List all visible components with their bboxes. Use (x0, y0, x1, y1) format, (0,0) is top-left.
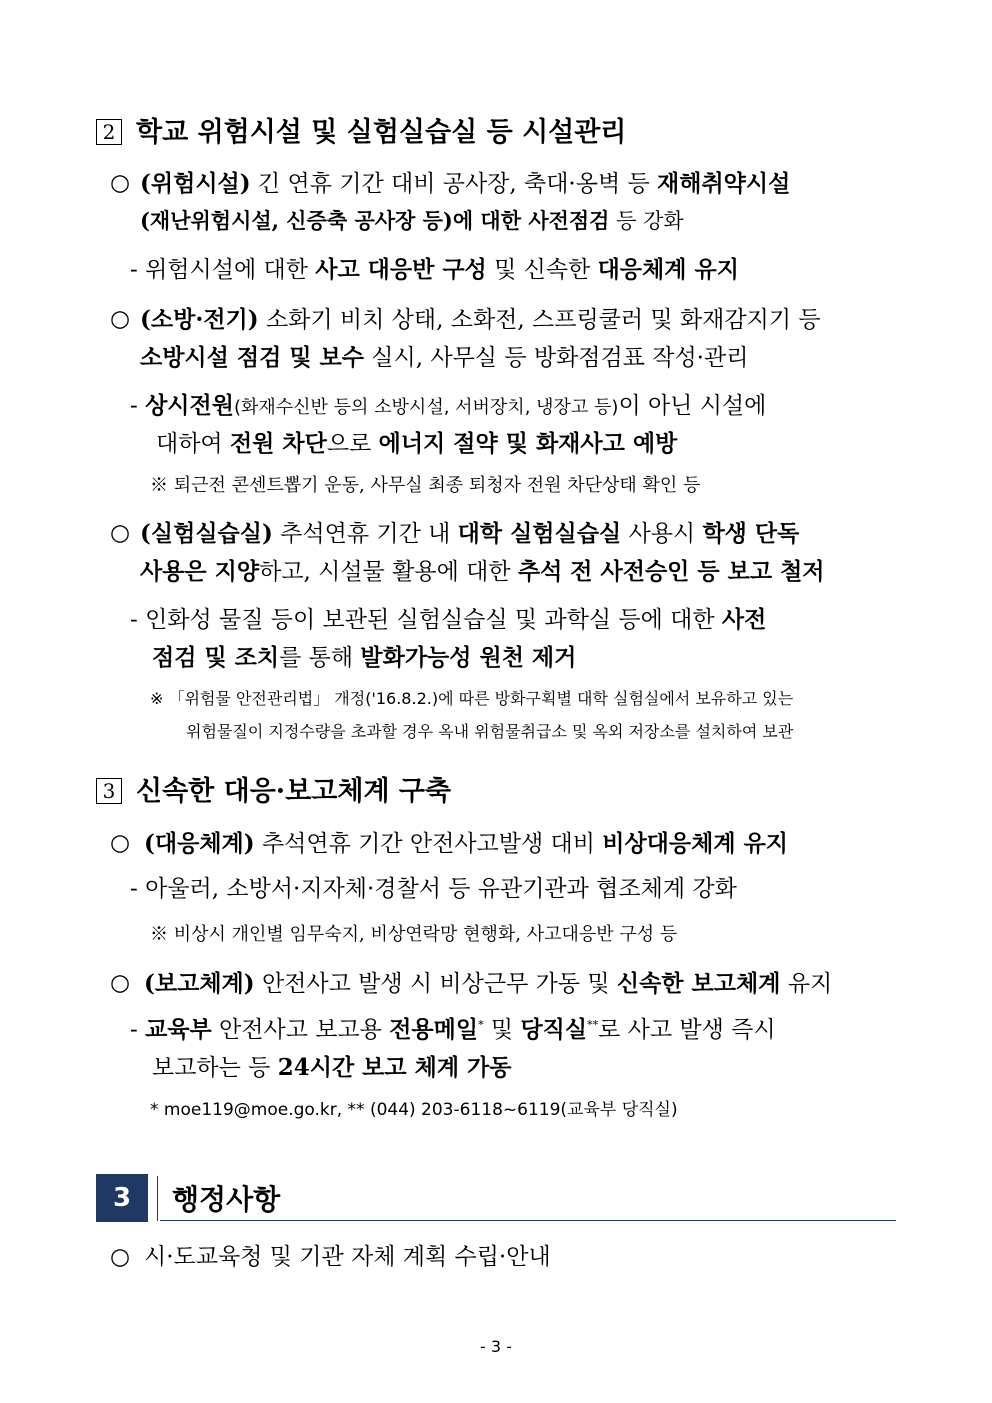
paragraph-lab-line1 (140, 520, 799, 549)
bullet-marker: ○ (110, 1244, 131, 1270)
bold-text: 비상대응체계 유지 (602, 830, 789, 857)
note-unplug-campaign: ※ 퇴근전 콘센트뽑기 운동, 사무실 최종 퇴청자 전원 차단상태 확인 등 (150, 475, 701, 496)
text: 이 아닌 시설에 (618, 393, 767, 419)
dash-item-response-team (130, 256, 739, 285)
bold-text: 대응체계 유지 (597, 256, 739, 283)
heading-divider (157, 1176, 158, 1221)
dash-item-report-channel-line1 (130, 1016, 776, 1045)
dash-item-flammable-line2 (152, 644, 576, 673)
text: 대하여 (156, 431, 230, 457)
section-number-badge: 3 (96, 1174, 148, 1222)
page-number: - 3 - (480, 1337, 512, 1356)
bold-text: 상시전원 (145, 392, 234, 419)
bold-text: (재난위험시설, 신증축 공사장 등)에 대한 사전점검 (140, 208, 610, 233)
dash: - (130, 1017, 146, 1043)
text: 안전사고 보고용 (211, 1017, 390, 1043)
bold-label: (위험시설) (140, 170, 251, 197)
text: 실시, 사무실 등 방화점검표 작성·관리 (363, 345, 749, 371)
dash-item-standby-power-line1 (130, 392, 766, 421)
text: 으로 (326, 431, 379, 457)
small-text: (화재수신반 등의 소방시설, 서버장치, 냉장고 등) (233, 397, 619, 418)
section-number-box: 2 (96, 119, 122, 145)
note-hazardous-law-line2: 위험물질이 지정수량을 초과할 경우 옥내 위험물취급소 및 옥외 저장소를 설치하여 보관 (186, 722, 794, 741)
section-title: 신속한 대응·보고체계 구축 (136, 776, 452, 807)
text: - 인화성 물질 등이 보관된 실험실습실 및 과학실 등에 대한 (130, 607, 722, 633)
paragraph-hazard-facilities-line2 (140, 208, 684, 234)
paragraph-reporting-system (144, 970, 832, 999)
dash-item-flammable-line1 (130, 606, 766, 635)
paragraph-response-system (144, 830, 788, 859)
bold-text: 점검 및 조치 (152, 644, 280, 671)
bold-text: 신속한 보고체계 (616, 970, 781, 997)
admin-section-title: 행정사항 (172, 1183, 281, 1216)
bold-text: 추석 전 사전승인 등 보고 철저 (517, 558, 825, 585)
bold-text: 사고 대응반 구성 (315, 256, 487, 283)
paragraph-admin-plan: 시·도교육청 및 기관 자체 계획 수립·안내 (144, 1244, 551, 1270)
dash-item-report-channel-line2 (152, 1054, 512, 1083)
dash: - (130, 393, 146, 419)
paragraph-fire-electric-line1 (140, 306, 821, 335)
text: 긴 연휴 기간 대비 공사장, 축대·옹벽 등 (250, 171, 658, 197)
bold-text: 전원 차단 (229, 430, 327, 457)
bullet-marker: ○ (110, 170, 131, 196)
text: 소화기 비치 상태, 소화전, 스프링쿨러 및 화재감지기 등 (258, 307, 821, 333)
bold-text: 전용메일 (389, 1016, 479, 1043)
footnote-mark: ** (587, 1018, 599, 1032)
bold-label: (대응체계) (144, 830, 255, 857)
text: 유지 (780, 971, 833, 997)
bold-text: 학생 단독 (702, 520, 800, 547)
bold-text: 에너지 절약 및 화재사고 예방 (378, 430, 678, 457)
footnote-mark: * (478, 1018, 484, 1032)
section-3-heading (96, 776, 451, 808)
note-emergency-duty: ※ 비상시 개인별 임무숙지, 비상연락망 현행화, 사고대응반 구성 등 (150, 924, 678, 945)
bold-text: 당직실 (520, 1016, 588, 1043)
bold-text: 소방시설 점검 및 보수 (140, 344, 364, 371)
section-title: 학교 위험시설 및 실험실습실 등 시설관리 (136, 117, 627, 148)
text: - 위험시설에 대한 (130, 257, 316, 283)
text: 등 강화 (609, 209, 684, 233)
text: 및 신속한 (486, 257, 598, 283)
text: 를 통해 (279, 645, 361, 671)
bold-text: 발화가능성 원천 제거 (360, 644, 577, 671)
paragraph-hazard-facilities-line1 (140, 170, 896, 199)
bold-text: 24시간 보고 체계 가동 (277, 1054, 512, 1081)
note-hazardous-law-line1: ※ 「위험물 안전관리법」 개정('16.8.2.)에 따른 방화구획별 대학 실험실에서 보유하고 있는 (150, 689, 794, 708)
heading-underline (160, 1220, 896, 1221)
text: 및 (483, 1017, 521, 1043)
bold-text: 교육부 (145, 1016, 212, 1043)
bold-text: 재해취약시설 (657, 170, 791, 197)
bold-text: 사전 (721, 606, 767, 633)
bold-text: 사용은 지양 (140, 558, 260, 585)
bold-text: 대학 실험실습실 (457, 520, 622, 547)
paragraph-lab-line2 (140, 558, 825, 587)
text: 하고, 시설물 활용에 대한 (259, 559, 518, 585)
text: 사용시 (621, 521, 703, 547)
bold-label: (소방·전기) (140, 306, 259, 333)
section-number-box: 3 (96, 778, 122, 804)
text: 추석연휴 기간 내 (272, 521, 458, 547)
bold-label: (보고체계) (144, 970, 255, 997)
bold-label: (실험실습실) (140, 520, 273, 547)
text: 추석연휴 기간 안전사고발생 대비 (254, 831, 603, 857)
footnote-contacts: * moe119@moe.go.kr, ** (044) 203-6118~6119(교육부 당직실) (150, 1100, 678, 1120)
section-2-heading (96, 117, 626, 149)
bullet-marker: ○ (110, 520, 131, 546)
bullet-marker: ○ (110, 970, 131, 996)
dash-item-standby-power-line2 (156, 430, 677, 459)
bullet-marker: ○ (110, 306, 131, 332)
bullet-marker: ○ (110, 830, 131, 856)
text: 보고하는 등 (152, 1055, 278, 1081)
dash-item-cooperation: - 아울러, 소방서·지자체·경찰서 등 유관기관과 협조체계 강화 (130, 876, 737, 902)
text: 로 사고 발생 즉시 (598, 1017, 776, 1043)
paragraph-fire-electric-line2 (140, 344, 748, 373)
text: 안전사고 발생 시 비상근무 가동 및 (254, 971, 617, 997)
